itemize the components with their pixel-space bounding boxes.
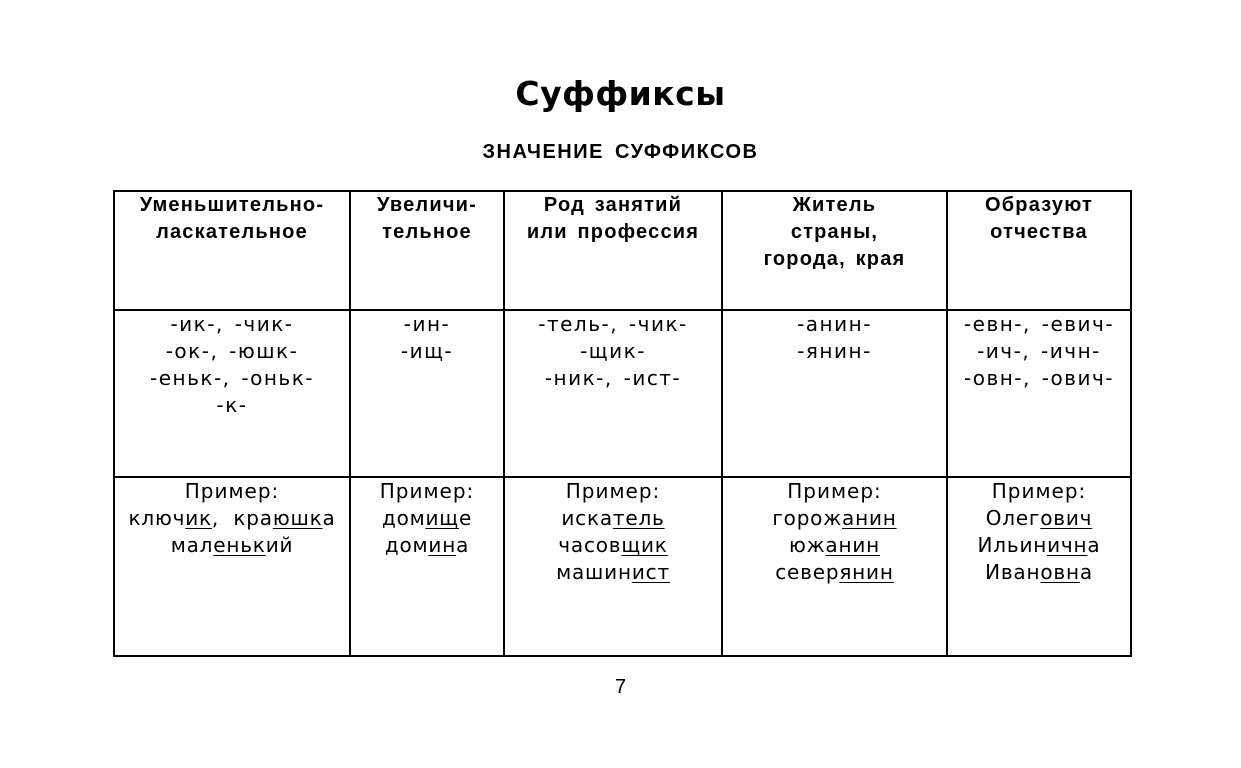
suffix-line: -ок-, -юшк- — [165, 339, 299, 363]
example-line — [119, 505, 345, 532]
suffix-line: -ик-, -чик- — [170, 312, 294, 336]
suffix-line: -ник-, -ист- — [544, 366, 682, 390]
example-word — [382, 506, 472, 530]
suffix-line: -к- — [216, 393, 248, 417]
header-cell-occupation — [504, 191, 722, 310]
example-line — [952, 559, 1126, 586]
header-cell-resident — [722, 191, 947, 310]
example-word — [385, 533, 469, 557]
underlined-suffix: ист — [631, 560, 670, 584]
example-cell-occupation — [504, 477, 722, 656]
header-line: тельное — [382, 221, 472, 243]
word-part: ключ — [128, 506, 186, 530]
header-line: страны, — [790, 221, 879, 243]
page-number: 7 — [614, 676, 627, 698]
suffix-cell-patronymic — [947, 310, 1131, 477]
underlined-suffix: ик — [185, 506, 212, 530]
word-part: север — [775, 560, 840, 584]
word-part: юж — [788, 533, 826, 557]
example-line — [509, 559, 717, 586]
example-label: Пример: — [991, 479, 1087, 503]
word-part: мал — [170, 533, 214, 557]
example-line — [952, 532, 1126, 559]
underlined-suffix: ович — [1040, 506, 1093, 530]
suffix-cell-resident — [722, 310, 947, 477]
suffix-line: -янин- — [797, 339, 872, 363]
suffix-line: -еньк-, -оньк- — [149, 366, 314, 390]
underlined-suffix: юшк — [272, 506, 323, 530]
word-part: часов — [558, 533, 622, 557]
example-word — [772, 506, 896, 530]
header-cell-patronymic — [947, 191, 1131, 310]
example-word — [558, 533, 667, 557]
suffix-line: -щик- — [580, 339, 646, 363]
underlined-suffix: ичн — [1047, 533, 1088, 557]
underlined-suffix: овн — [1040, 560, 1080, 584]
example-label: Пример: — [565, 479, 661, 503]
word-part: Ильин — [977, 533, 1048, 557]
header-line: ласкательное — [156, 221, 308, 243]
word-part: дом — [384, 533, 429, 557]
header-cell-augmentative — [350, 191, 504, 310]
example-line — [727, 505, 942, 532]
example-line — [355, 505, 499, 532]
header-line: Род занятий — [543, 194, 683, 216]
word-part: горож — [772, 506, 843, 530]
example-word — [561, 506, 664, 530]
example-line — [119, 532, 345, 559]
suffix-line: -ич-, -ичн- — [977, 339, 1101, 363]
header-line: Образуют — [984, 194, 1094, 216]
suffix-line: -овн-, -ович- — [963, 366, 1115, 390]
underlined-suffix: янин — [839, 560, 894, 584]
example-word — [233, 506, 335, 530]
table-suffix-row — [114, 310, 1131, 477]
word-part: дом — [381, 506, 426, 530]
example-line — [727, 532, 942, 559]
suffix-line: -тель-, -чик- — [538, 312, 688, 336]
suffix-line: -анин- — [797, 312, 872, 336]
suffix-cell-occupation — [504, 310, 722, 477]
example-line — [727, 559, 942, 586]
suffix-cell-augmentative — [350, 310, 504, 477]
example-line — [952, 505, 1126, 532]
underlined-suffix: еньк — [213, 533, 266, 557]
example-word — [978, 533, 1101, 557]
example-word — [985, 560, 1093, 584]
page-subtitle: ЗНАЧЕНИЕ СУФФИКСОВ — [482, 141, 759, 163]
underlined-suffix: щик — [621, 533, 668, 557]
word-part: а — [322, 506, 336, 530]
underlined-suffix: тель — [612, 506, 665, 530]
example-word — [775, 560, 893, 584]
example-cell-patronymic — [947, 477, 1131, 656]
example-line — [355, 532, 499, 559]
example-word — [128, 506, 219, 530]
table-example-row — [114, 477, 1131, 656]
suffix-line: -ищ- — [400, 339, 454, 363]
example-word — [986, 506, 1093, 530]
word-part: , — [211, 506, 220, 530]
word-part: Иван — [985, 560, 1041, 584]
example-word — [171, 533, 294, 557]
underlined-suffix: ищ — [425, 506, 459, 530]
example-cell-diminutive — [114, 477, 350, 656]
word-part: е — [458, 506, 473, 530]
header-line: отчества — [990, 221, 1088, 243]
table-header-row — [114, 191, 1131, 310]
word-part: маши — [556, 560, 618, 584]
example-line — [509, 532, 717, 559]
example-label: Пример: — [184, 479, 280, 503]
example-cell-augmentative — [350, 477, 504, 656]
underlined-suffix: анин — [842, 506, 897, 530]
header-line: или профессия — [526, 221, 700, 243]
word-part: ий — [265, 533, 294, 557]
word-part: Олег — [985, 506, 1041, 530]
underlined-suffix: ин — [428, 533, 457, 557]
suffix-meaning-table — [113, 190, 1132, 657]
header-cell-diminutive — [114, 191, 350, 310]
word-part: а — [1079, 560, 1093, 584]
suffix-line: -евн-, -евич- — [963, 312, 1115, 336]
page-title: Суффиксы — [515, 74, 726, 113]
example-label: Пример: — [379, 479, 475, 503]
word-part: н — [617, 560, 632, 584]
example-line — [509, 505, 717, 532]
suffix-line: -ин- — [403, 312, 451, 336]
example-label: Пример: — [787, 479, 882, 503]
suffix-cell-diminutive — [114, 310, 350, 477]
example-cell-resident — [722, 477, 947, 656]
example-word — [789, 533, 880, 557]
underlined-suffix: анин — [825, 533, 881, 557]
header-line: Уменьшительно- — [139, 194, 325, 216]
word-part: кра — [233, 506, 273, 530]
word-part: иска — [561, 506, 613, 530]
example-word — [556, 560, 670, 584]
word-part: а — [456, 533, 470, 557]
header-line: Увеличи- — [376, 194, 477, 216]
header-line: города, края — [763, 248, 906, 270]
word-part: а — [1087, 533, 1101, 557]
header-line: Житель — [792, 194, 877, 216]
